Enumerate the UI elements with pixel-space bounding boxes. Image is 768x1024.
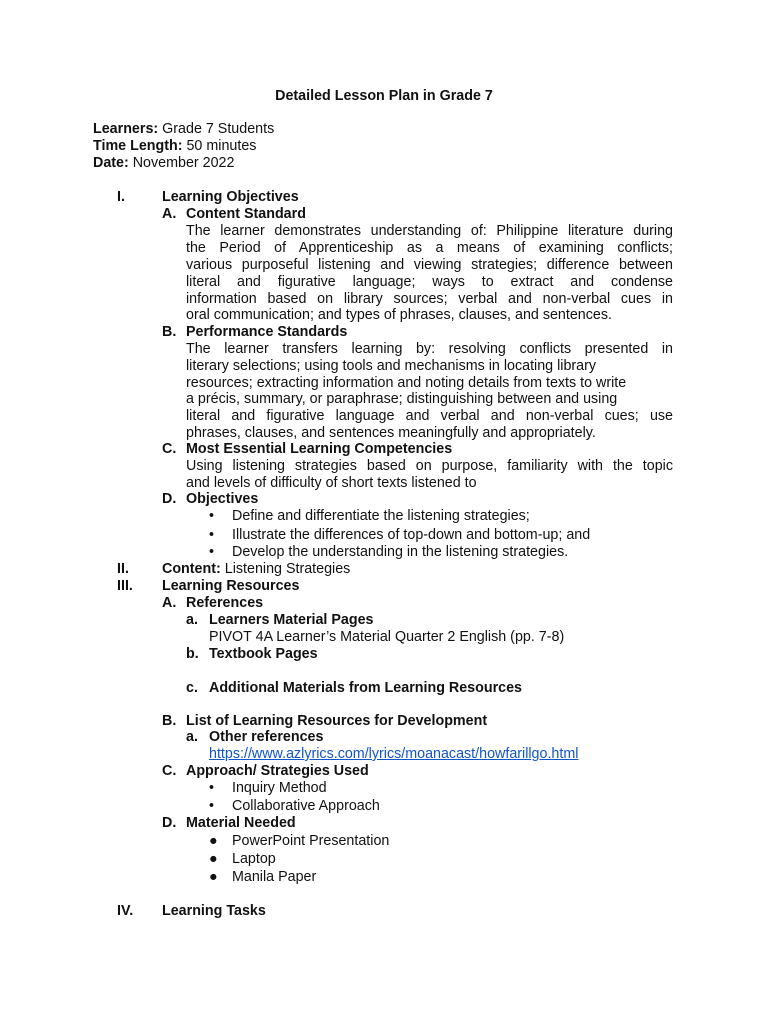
performance-standards-line: resources; extracting information and noting details from texts to write (186, 375, 627, 391)
bullet-icon: ● (209, 833, 218, 849)
content-value: Listening Strategies (224, 561, 351, 577)
content-standard-line: literal and figurative language; ways to extract and condense (186, 274, 673, 290)
content-standard-line: the Period of Apprenticeship as a means of examining conflicts; (186, 240, 673, 256)
time-length-value: 50 minutes (186, 138, 257, 154)
learners-value: Grade 7 Students (162, 121, 275, 137)
section-2-content-line (162, 561, 350, 578)
approach-item: Collaborative Approach (232, 798, 380, 814)
content-standard-line: various purposeful listening and viewing strategies; difference between (186, 257, 673, 273)
learners-material-text: PIVOT 4A Learner’s Material Quarter 2 English (pp. 7-8) (209, 629, 565, 645)
material-needed-letter: D. (162, 815, 177, 831)
bullet-icon: • (209, 798, 215, 814)
bullet-icon: ● (209, 869, 218, 885)
bullet-icon: • (209, 527, 215, 543)
reference-link[interactable]: https://www.azlyrics.com/lyrics/moanacast/howfarillgo.html (209, 746, 579, 762)
performance-standards-line: The learner transfers learning by: resolving conflicts presented in (186, 341, 673, 357)
performance-standards-line: literary selections; using tools and mechanisms in locating library (186, 358, 597, 374)
competencies-line: and levels of difficulty of short texts listened to (186, 475, 477, 491)
approach-heading: Approach/ Strategies Used (186, 763, 369, 779)
time-length-line (93, 138, 256, 155)
performance-standards-line: a précis, summary, or paraphrase; distinguishing between and using (186, 391, 618, 407)
approach-letter: C. (162, 763, 177, 779)
bullet-icon: • (209, 780, 215, 796)
objective-item: Develop the understanding in the listening strategies. (232, 544, 569, 560)
section-3-heading: Learning Resources (162, 578, 300, 594)
additional-materials-letter: c. (186, 680, 198, 696)
section-1-number: I. (117, 189, 125, 205)
material-item: Laptop (232, 851, 276, 867)
content-standard-heading: Content Standard (186, 206, 306, 222)
learners-material-letter: a. (186, 612, 198, 628)
approach-item: Inquiry Method (232, 780, 327, 796)
textbook-pages-heading: Textbook Pages (209, 646, 318, 662)
section-1-heading: Learning Objectives (162, 189, 299, 205)
time-length-label: Time Length: (93, 138, 183, 154)
objective-item: Illustrate the differences of top-down and bottom-up; and (232, 527, 591, 543)
objective-item: Define and differentiate the listening strategies; (232, 508, 530, 524)
section-2-number: II. (117, 561, 129, 577)
bullet-icon: ● (209, 851, 218, 867)
content-standard-line: information based on library sources; verbal and non-verbal cues in (186, 291, 673, 307)
content-standard-line: oral communication; and types of phrases, clauses, and sentences. (186, 307, 612, 323)
content-standard-line: The learner demonstrates understanding of: Philippine literature during (186, 223, 673, 239)
bullet-icon: • (209, 508, 215, 524)
textbook-pages-letter: b. (186, 646, 199, 662)
material-item: PowerPoint Presentation (232, 833, 390, 849)
references-heading: References (186, 595, 264, 611)
material-needed-heading: Material Needed (186, 815, 296, 831)
content-label: Content: (162, 561, 221, 577)
material-item: Manila Paper (232, 869, 317, 885)
resources-development-letter: B. (162, 713, 177, 729)
section-4-number: IV. (117, 903, 134, 919)
section-3-number: III. (117, 578, 133, 594)
additional-materials-heading: Additional Materials from Learning Resources (209, 680, 523, 696)
bullet-icon: • (209, 544, 215, 560)
competencies-letter: C. (162, 441, 177, 457)
date-label: Date: (93, 155, 129, 171)
objectives-heading: Objectives (186, 491, 259, 507)
date-value: November 2022 (132, 155, 235, 171)
performance-standards-line: literal and figurative language and verbal and non-verbal cues; use (186, 408, 673, 424)
section-4-heading: Learning Tasks (162, 903, 266, 919)
content-standard-letter: A. (162, 206, 177, 222)
learners-line (93, 121, 274, 138)
other-references-letter: a. (186, 729, 198, 745)
competencies-line: Using listening strategies based on purpose, familiarity with the topic (186, 458, 673, 474)
performance-standards-letter: B. (162, 324, 177, 340)
learners-material-heading: Learners Material Pages (209, 612, 374, 628)
learners-label: Learners: (93, 121, 159, 137)
performance-standards-line: phrases, clauses, and sentences meaningfully and appropriately. (186, 425, 596, 441)
references-letter: A. (162, 595, 177, 611)
document-title: Detailed Lesson Plan in Grade 7 (275, 88, 493, 104)
date-line (93, 155, 234, 172)
other-references-heading: Other references (209, 729, 324, 745)
competencies-heading: Most Essential Learning Competencies (186, 441, 453, 457)
performance-standards-heading: Performance Standards (186, 324, 348, 340)
resources-development-heading: List of Learning Resources for Development (186, 713, 488, 729)
objectives-letter: D. (162, 491, 177, 507)
